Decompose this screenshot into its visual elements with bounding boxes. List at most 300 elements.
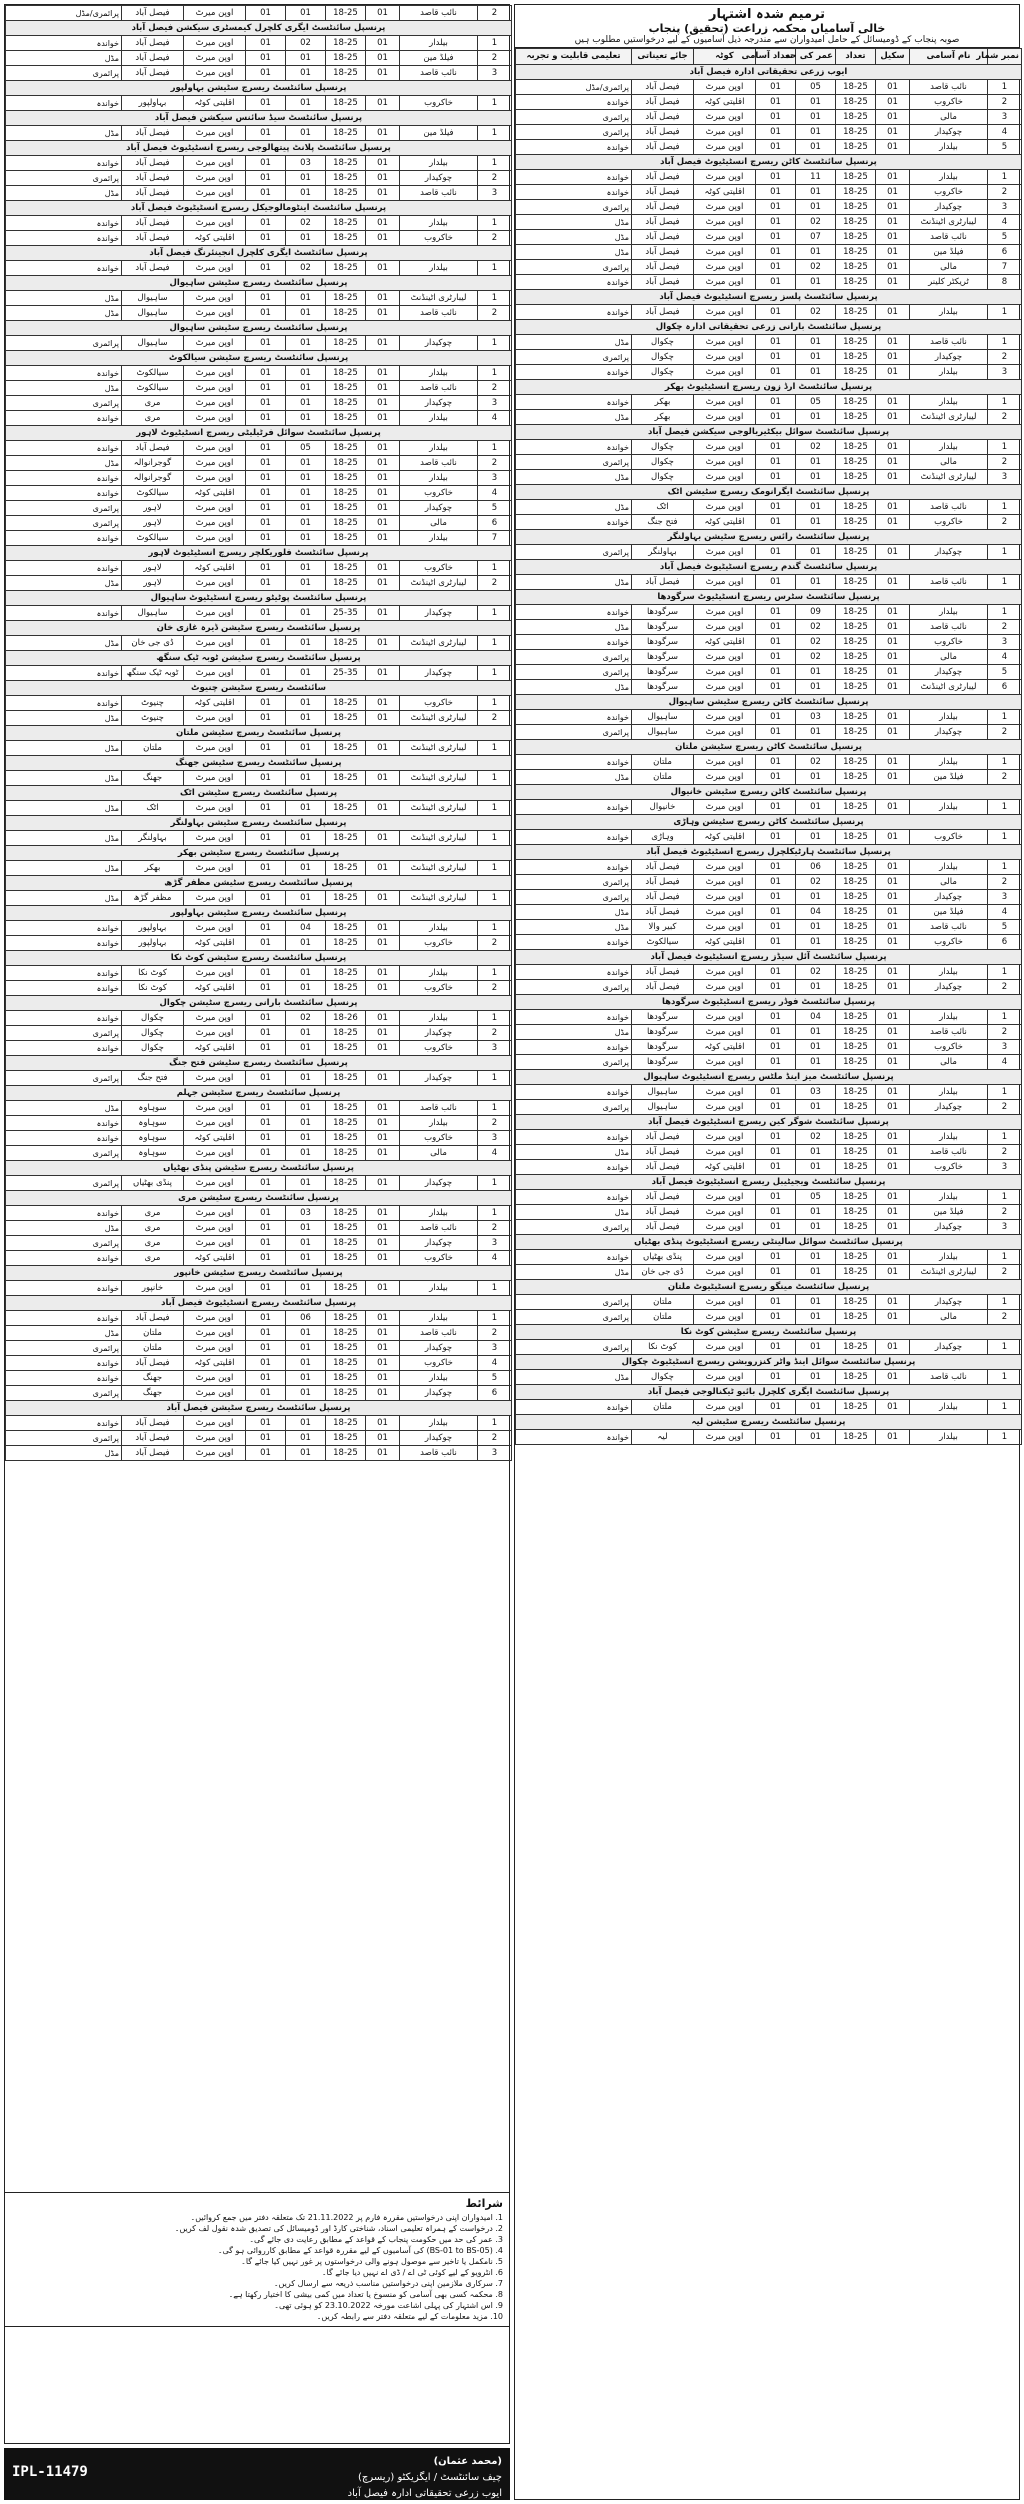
table-cell: خاکروب	[910, 95, 988, 110]
column-header: نمبر شمار	[988, 49, 1022, 65]
table-cell: 01	[796, 935, 836, 950]
section-title: پرنسپل سائنٹسٹ ریسرچ سٹیشن کوٹ نکا	[516, 1325, 1022, 1340]
table-cell: 01	[876, 1400, 910, 1415]
table-cell: بیلدار	[910, 800, 988, 815]
table-row	[6, 411, 512, 426]
table-cell: 18-25	[326, 921, 366, 936]
table-cell: چوکیدار	[910, 545, 988, 560]
table-cell: ساہیوال	[122, 336, 184, 351]
table-cell: کوٹ نکا	[122, 966, 184, 981]
table-cell: بیلدار	[400, 36, 478, 51]
table-cell: 01	[756, 80, 796, 95]
table-cell: 1	[478, 1311, 512, 1326]
table-cell: اقلیتی کوٹہ	[184, 936, 246, 951]
table-row	[6, 1416, 512, 1431]
table-cell: 18-25	[326, 471, 366, 486]
table-cell: 01	[796, 1040, 836, 1055]
table-cell: 1	[988, 755, 1022, 770]
table-cell: فیصل آباد	[122, 1311, 184, 1326]
table-cell: مڈل	[6, 291, 122, 306]
table-row	[516, 545, 1022, 560]
section-header-row	[516, 815, 1022, 830]
signature-block	[348, 2454, 502, 2502]
table-cell: 02	[286, 216, 326, 231]
table-cell: خواندہ	[516, 1250, 632, 1265]
table-cell: 18-25	[836, 920, 876, 935]
table-cell: 01	[876, 1190, 910, 1205]
table-cell: 01	[366, 381, 400, 396]
table-cell: 01	[366, 1236, 400, 1251]
table-cell: 01	[366, 231, 400, 246]
table-cell: خواندہ	[6, 1011, 122, 1026]
table-cell: 3	[988, 635, 1022, 650]
table-cell: 18-25	[836, 80, 876, 95]
table-cell: 18-25	[836, 1100, 876, 1115]
table-cell: اوپن میرٹ	[184, 441, 246, 456]
table-cell: خواندہ	[6, 936, 122, 951]
section-title: پرنسپل سائنٹسٹ ریسرچ سٹیشن بہاولپور	[6, 906, 512, 921]
table-cell: مظفر گڑھ	[122, 891, 184, 906]
section-header-row	[6, 1056, 512, 1071]
table-cell: خواندہ	[516, 515, 632, 530]
table-cell: فیصل آباد	[122, 1431, 184, 1446]
table-cell: چوکیدار	[400, 1071, 478, 1086]
section-header-row	[516, 155, 1022, 170]
table-cell: 2	[988, 410, 1022, 425]
table-row	[6, 486, 512, 501]
table-cell: نائب قاصد	[400, 306, 478, 321]
table-cell: بہاولنگر	[632, 545, 694, 560]
table-cell: 01	[366, 1176, 400, 1191]
table-cell: 01	[366, 36, 400, 51]
section-header-row	[6, 951, 512, 966]
table-cell: 1	[478, 366, 512, 381]
table-cell: 01	[756, 335, 796, 350]
table-cell: 18-25	[326, 6, 366, 21]
table-cell: مڈل	[516, 335, 632, 350]
table-cell: 01	[246, 741, 286, 756]
table-cell: 18-25	[836, 935, 876, 950]
table-cell: 01	[286, 1371, 326, 1386]
table-cell: خواندہ	[6, 531, 122, 546]
section-title: پرنسپل سائنٹسٹ ریسرچ سٹیشن لیہ	[516, 1415, 1022, 1430]
table-cell: 1	[478, 741, 512, 756]
table-cell: 18-25	[326, 1071, 366, 1086]
conditions-title: شرائط	[465, 2197, 503, 2210]
table-cell: فیصل آباد	[122, 216, 184, 231]
table-cell: 01	[246, 1101, 286, 1116]
table-cell: پرائمری/مڈل	[516, 80, 632, 95]
table-cell: سیالکوٹ	[632, 935, 694, 950]
table-cell: 01	[286, 666, 326, 681]
column-header: تعلیمی قابلیت و تجربہ	[516, 49, 632, 65]
table-cell: 18-25	[326, 306, 366, 321]
table-cell: 01	[876, 1010, 910, 1025]
table-row	[516, 1040, 1022, 1055]
table-row	[6, 1221, 512, 1236]
table-cell: 01	[246, 1041, 286, 1056]
table-cell: 01	[366, 561, 400, 576]
section-header-row	[6, 681, 512, 696]
table-cell: 18-25	[326, 1176, 366, 1191]
table-cell: 18-25	[836, 635, 876, 650]
table-cell: 01	[796, 1430, 836, 1445]
table-cell: 02	[796, 440, 836, 455]
table-cell: گوجرانوالہ	[122, 456, 184, 471]
table-cell: 01	[246, 576, 286, 591]
section-header-row	[516, 1115, 1022, 1130]
table-cell: 01	[366, 711, 400, 726]
table-cell: 01	[246, 411, 286, 426]
table-cell: بہاولنگر	[122, 831, 184, 846]
table-cell: فیلڈ مین	[910, 245, 988, 260]
table-cell: 18-25	[326, 441, 366, 456]
table-cell: 01	[366, 966, 400, 981]
table-cell: 18-25	[836, 1250, 876, 1265]
table-cell: 3	[478, 1131, 512, 1146]
table-cell: 01	[756, 275, 796, 290]
table-row	[6, 1041, 512, 1056]
table-cell: اوپن میرٹ	[184, 831, 246, 846]
table-cell: 18-25	[836, 395, 876, 410]
table-cell: بیلدار	[400, 411, 478, 426]
table-cell: 3	[478, 66, 512, 81]
table-row	[516, 1100, 1022, 1115]
table-cell: اوپن میرٹ	[184, 216, 246, 231]
table-cell: 01	[756, 965, 796, 980]
table-cell: چوکیدار	[400, 336, 478, 351]
table-cell: 01	[246, 216, 286, 231]
table-cell: فیصل آباد	[632, 1130, 694, 1145]
table-cell: 01	[756, 500, 796, 515]
table-cell: مڈل	[6, 1221, 122, 1236]
table-cell: مڈل	[6, 801, 122, 816]
table-row	[516, 710, 1022, 725]
table-cell: 18-25	[836, 650, 876, 665]
section-title: پرنسپل سائنٹسٹ ریسرچ سٹیشن اٹک	[6, 786, 512, 801]
table-cell: 01	[246, 156, 286, 171]
table-row	[516, 605, 1022, 620]
table-row	[6, 1206, 512, 1221]
table-cell: 01	[876, 80, 910, 95]
table-cell: 01	[796, 515, 836, 530]
table-cell: خاکروب	[400, 1131, 478, 1146]
table-cell: ملتان	[122, 1341, 184, 1356]
table-cell: اوپن میرٹ	[184, 1371, 246, 1386]
table-row	[516, 665, 1022, 680]
table-cell: 18-25	[836, 980, 876, 995]
section-title: پرنسپل سائنٹسٹ سوائل سالینٹی ریسرچ انسٹیٹیوٹ پنڈی بھٹیاں	[516, 1235, 1022, 1250]
table-cell: نائب قاصد	[910, 1145, 988, 1160]
section-header-row	[6, 141, 512, 156]
table-cell: 01	[796, 410, 836, 425]
table-cell: بیلدار	[400, 1116, 478, 1131]
table-cell: 01	[246, 486, 286, 501]
table-cell: مالی	[910, 650, 988, 665]
table-cell: 01	[876, 1430, 910, 1445]
table-cell: بیلدار	[400, 1206, 478, 1221]
table-cell: 01	[246, 1221, 286, 1236]
table-cell: 01	[756, 1145, 796, 1160]
table-cell: خواندہ	[6, 1356, 122, 1371]
table-row	[516, 1205, 1022, 1220]
table-cell: 01	[366, 216, 400, 231]
table-row	[6, 666, 512, 681]
section-title: پرنسپل سائنٹسٹ ایگری کلچرل کیمسٹری سیکشن فیصل آباد	[6, 21, 512, 36]
section-header-row	[6, 201, 512, 216]
table-cell: 02	[286, 261, 326, 276]
table-cell: 18-25	[326, 1236, 366, 1251]
table-cell: مڈل	[516, 1205, 632, 1220]
table-cell: چکوال	[122, 1041, 184, 1056]
section-header-row	[516, 785, 1022, 800]
table-cell: مالی	[400, 1146, 478, 1161]
table-cell: 3	[478, 1236, 512, 1251]
table-cell: 01	[246, 171, 286, 186]
table-cell: 18-26	[326, 1011, 366, 1026]
table-cell: 04	[796, 1010, 836, 1025]
section-title: پرنسپل سائنٹسٹ ریسرچ سٹیشن پنڈی بھٹیاں	[6, 1161, 512, 1176]
table-cell: 01	[286, 186, 326, 201]
table-cell: 1	[478, 801, 512, 816]
table-cell: اوپن میرٹ	[694, 1190, 756, 1205]
table-cell: اوپن میرٹ	[184, 1236, 246, 1251]
section-header-row	[516, 1280, 1022, 1295]
table-row	[516, 725, 1022, 740]
table-cell: 18-25	[836, 905, 876, 920]
table-cell: 01	[246, 711, 286, 726]
table-cell: اوپن میرٹ	[694, 605, 756, 620]
table-cell: 01	[756, 140, 796, 155]
table-cell: 01	[756, 800, 796, 815]
table-cell: اوپن میرٹ	[694, 470, 756, 485]
section-title: پرنسپل سائنٹسٹ ریسرچ سٹیشن مری	[6, 1191, 512, 1206]
table-cell: 01	[366, 1311, 400, 1326]
table-cell: 06	[286, 1311, 326, 1326]
table-cell: مڈل	[516, 620, 632, 635]
table-cell: 01	[756, 410, 796, 425]
table-row	[516, 185, 1022, 200]
table-cell: 01	[286, 171, 326, 186]
table-cell: 01	[366, 366, 400, 381]
table-cell: 01	[876, 500, 910, 515]
section-header-row	[6, 816, 512, 831]
table-cell: اوپن میرٹ	[694, 80, 756, 95]
table-cell: بیلدار	[910, 860, 988, 875]
section-header-row	[6, 321, 512, 336]
table-cell: 01	[756, 1295, 796, 1310]
section-header-row	[516, 1415, 1022, 1430]
table-cell: اوپن میرٹ	[184, 36, 246, 51]
table-cell: 01	[366, 771, 400, 786]
table-cell: 01	[756, 1160, 796, 1175]
table-cell: سرگودھا	[632, 1055, 694, 1070]
section-header-row	[6, 1161, 512, 1176]
table-cell: اوپن میرٹ	[694, 1100, 756, 1115]
table-cell: سرگودھا	[632, 605, 694, 620]
table-cell: اوپن میرٹ	[184, 261, 246, 276]
table-cell: 01	[796, 500, 836, 515]
table-cell: خاکروب	[400, 96, 478, 111]
table-row	[516, 1055, 1022, 1070]
table-cell: خواندہ	[6, 606, 122, 621]
table-cell: 18-25	[836, 800, 876, 815]
table-cell: مڈل	[6, 831, 122, 846]
table-cell: فیصل آباد	[632, 215, 694, 230]
table-row	[6, 381, 512, 396]
table-cell: 01	[366, 66, 400, 81]
table-cell: گوجرانوالہ	[122, 471, 184, 486]
table-cell: 01	[366, 1011, 400, 1026]
table-cell: 18-25	[836, 725, 876, 740]
section-title: پرنسپل سائنٹسٹ ریسرچ سٹیشن خانپور	[6, 1266, 512, 1281]
table-cell: 4	[988, 125, 1022, 140]
table-cell: فیصل آباد	[632, 185, 694, 200]
table-cell: فیصل آباد	[122, 126, 184, 141]
table-cell: 01	[246, 1131, 286, 1146]
table-cell: 01	[796, 890, 836, 905]
table-cell: لیبارٹری اٹینڈنٹ	[400, 711, 478, 726]
table-cell: 18-25	[326, 1116, 366, 1131]
table-cell: لیبارٹری اٹینڈنٹ	[400, 861, 478, 876]
table-cell: خانپور	[122, 1281, 184, 1296]
table-cell: 2	[478, 381, 512, 396]
table-cell: اوپن میرٹ	[184, 966, 246, 981]
table-cell: 01	[756, 980, 796, 995]
table-cell: 01	[876, 200, 910, 215]
table-cell: 01	[876, 245, 910, 260]
table-cell: 1	[988, 1010, 1022, 1025]
table-row	[6, 306, 512, 321]
table-cell: خواندہ	[516, 140, 632, 155]
table-cell: 2	[988, 1205, 1022, 1220]
table-cell: 01	[246, 636, 286, 651]
table-cell: اقلیتی کوٹہ	[184, 231, 246, 246]
table-cell: ڈی جی خان	[122, 636, 184, 651]
table-cell: 01	[286, 711, 326, 726]
table-cell: 01	[286, 936, 326, 951]
table-cell: مالی	[910, 455, 988, 470]
table-cell: مڈل	[516, 1025, 632, 1040]
table-cell: خواندہ	[6, 36, 122, 51]
table-row	[516, 230, 1022, 245]
table-cell: اوپن میرٹ	[694, 965, 756, 980]
table-cell: مالی	[910, 1310, 988, 1325]
table-cell: پرائمری	[516, 725, 632, 740]
table-cell: 01	[246, 1446, 286, 1461]
condition-item: 2. درخواست کے ہمراہ تعلیمی اسناد، شناختی کارڈ اور ڈومیسائل کی تصدیق شدہ نقول لف کریں۔	[174, 2224, 503, 2233]
table-cell: 3	[478, 186, 512, 201]
table-cell: 01	[756, 680, 796, 695]
table-cell: 2	[478, 1326, 512, 1341]
table-cell: جھنگ	[122, 771, 184, 786]
section-header-row	[516, 65, 1022, 80]
table-cell: اوپن میرٹ	[694, 395, 756, 410]
table-cell: 01	[246, 231, 286, 246]
table-cell: مڈل	[516, 1145, 632, 1160]
table-cell: 01	[796, 725, 836, 740]
table-cell: 02	[796, 305, 836, 320]
table-cell: خواندہ	[516, 365, 632, 380]
table-cell: 01	[876, 620, 910, 635]
table-row	[516, 1010, 1022, 1025]
table-cell: 01	[796, 575, 836, 590]
table-row	[6, 1101, 512, 1116]
table-row	[6, 156, 512, 171]
table-cell: اوپن میرٹ	[184, 1026, 246, 1041]
table-cell: بھکر	[632, 395, 694, 410]
table-cell: اوپن میرٹ	[694, 230, 756, 245]
section-header-row	[516, 590, 1022, 605]
table-cell: 01	[246, 1236, 286, 1251]
table-cell: اوپن میرٹ	[184, 606, 246, 621]
table-cell: 18-25	[326, 186, 366, 201]
table-cell: فیصل آباد	[122, 186, 184, 201]
section-header-row	[516, 560, 1022, 575]
table-cell: چوکیدار	[400, 501, 478, 516]
table-cell: 01	[246, 1416, 286, 1431]
table-cell: 01	[246, 831, 286, 846]
table-row	[6, 1251, 512, 1266]
table-cell: 2	[988, 1025, 1022, 1040]
table-cell: 01	[286, 1221, 326, 1236]
table-cell: 01	[756, 230, 796, 245]
table-cell: 01	[286, 51, 326, 66]
table-cell: مالی	[400, 516, 478, 531]
table-cell: 1	[478, 891, 512, 906]
condition-item: 7. سرکاری ملازمین اپنی درخواستیں مناسب ذریعہ سے ارسال کریں۔	[273, 2279, 503, 2288]
table-cell: 1	[478, 861, 512, 876]
table-row	[6, 261, 512, 276]
table-cell: اوپن میرٹ	[184, 501, 246, 516]
table-cell: وہاڑی	[632, 830, 694, 845]
table-cell: خاکروب	[400, 486, 478, 501]
table-cell: 5	[988, 665, 1022, 680]
table-cell: اوپن میرٹ	[694, 1130, 756, 1145]
table-cell: پرائمری	[6, 1431, 122, 1446]
table-cell: بہاولپور	[122, 96, 184, 111]
table-cell: 18-25	[326, 1281, 366, 1296]
table-cell: 01	[246, 501, 286, 516]
table-cell: 01	[286, 891, 326, 906]
table-cell: 01	[756, 830, 796, 845]
table-cell: 1	[988, 965, 1022, 980]
table-cell: 01	[286, 1146, 326, 1161]
table-cell: اوپن میرٹ	[694, 1220, 756, 1235]
table-cell: 2	[988, 980, 1022, 995]
table-cell: 5	[988, 140, 1022, 155]
table-row	[6, 216, 512, 231]
table-cell: 18-25	[326, 531, 366, 546]
table-cell: فیصل آباد	[632, 110, 694, 125]
table-cell: 01	[756, 575, 796, 590]
table-cell: 01	[286, 1281, 326, 1296]
table-cell: مڈل	[516, 215, 632, 230]
section-title: پرنسپل سائنٹسٹ مینگو ریسرچ انسٹیٹیوٹ ملتان	[516, 1280, 1022, 1295]
table-row	[516, 365, 1022, 380]
table-row	[6, 606, 512, 621]
table-row	[516, 980, 1022, 995]
table-cell: اوپن میرٹ	[694, 125, 756, 140]
table-cell: 2	[478, 576, 512, 591]
table-cell: 01	[286, 1431, 326, 1446]
table-cell: فیصل آباد	[632, 980, 694, 995]
table-cell: 01	[366, 1206, 400, 1221]
table-cell: 18-25	[836, 1295, 876, 1310]
table-cell: 18-25	[836, 860, 876, 875]
table-row	[6, 501, 512, 516]
table-cell: ساہیوال	[122, 306, 184, 321]
